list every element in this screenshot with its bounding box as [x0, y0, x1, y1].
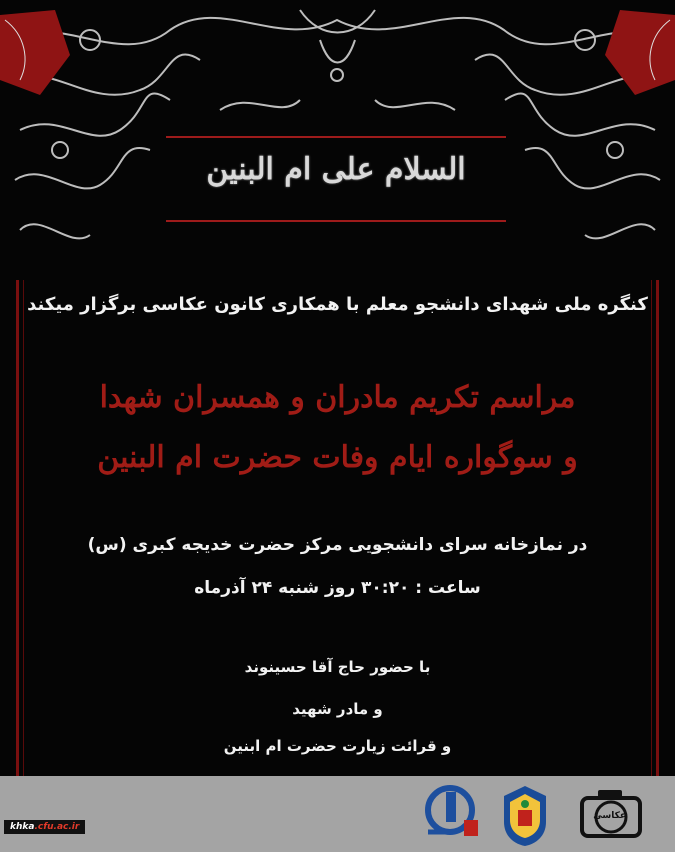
student-organization-logo-icon: [420, 782, 484, 844]
headline-line-2: و سوگواره ایام وفات حضرت ام البنین: [97, 440, 578, 475]
footer-bar: [0, 776, 675, 852]
website-suffix: .cfu.ac.ir: [34, 822, 80, 832]
website-prefix: khka: [10, 822, 35, 832]
time-text: ساعت : ۳۰:۲۰ روز شنبه ۲۴ آذرماه: [194, 578, 481, 598]
venue-text: در نمازخانه سرای دانشجویی مرکز حضرت خدیجه کبری (س): [87, 535, 588, 555]
guest-line-1: با حضور حاج آقا حسینوند: [244, 658, 431, 676]
guest-line-3: و قرائت زیارت حضرت ام ابنین: [223, 737, 452, 755]
calligraphy-title: السلام علی ام البنین: [206, 152, 466, 187]
frame-top-line: [166, 136, 506, 138]
intro-text: کنگره ملی شهدای دانشجو معلم با همکاری کانون عکاسی برگزار میکند: [27, 294, 648, 315]
guest-line-2: و مادر شهید: [292, 700, 383, 718]
university-emblem-icon: [498, 782, 552, 848]
camera-logo-text: عکاسی: [593, 811, 626, 821]
headline-line-1: مراسم تکریم مادران و همسران شهدا: [99, 380, 576, 415]
website-label[interactable]: [4, 820, 85, 834]
frame-bottom-line: [166, 220, 506, 222]
calligraphy-frame: [166, 136, 506, 222]
